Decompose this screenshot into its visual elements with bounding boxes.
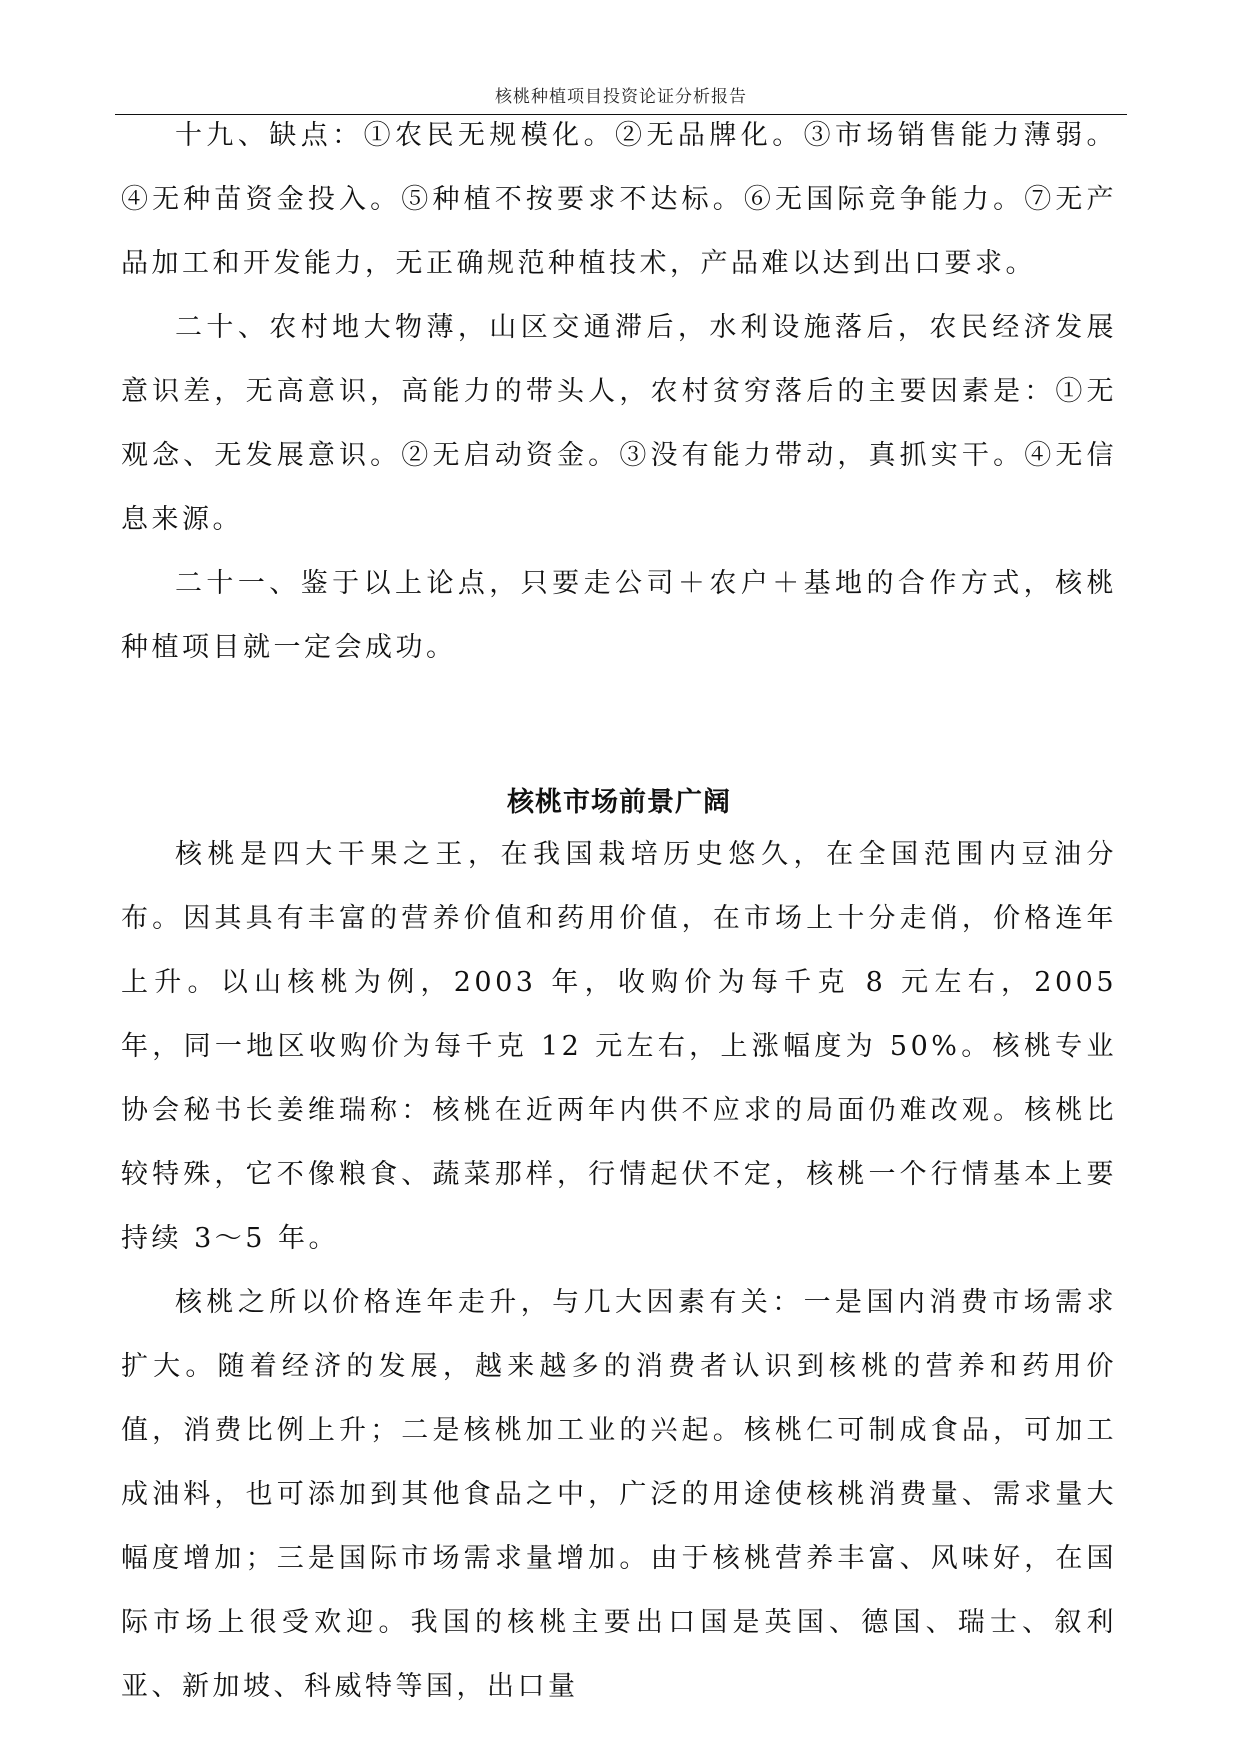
running-header: 核桃种植项目投资论证分析报告	[495, 87, 747, 107]
paragraph-price-factors: 核桃之所以价格连年走升，与几大因素有关：一是国内消费市场需求扩大。随着经济的发展，越来越多的消费者认识到核桃的营养和药用价值，消费比例上升；二是核桃加工业的兴起。核桃仁可制成食品，可加工成油料，也可添加到其他食品之中，广泛的用途使核桃消费量、需求量大幅度增加；三是国际市场需求量增加。由于核桃营养丰富、风味好，在国际市场上很受欢迎。我国的核桃主要出口国是英国、德国、瑞士、叙利亚、新加坡、科威特等国，出口量	[121, 1287, 1117, 1702]
paragraph-19-disadvantages: 十九、缺点：①农民无规模化。②无品牌化。③市场销售能力薄弱。④无种苗资金投入。⑤种植不按要求不达标。⑥无国际竞争能力。⑦无产品加工和开发能力，无正确规范种植技术，产品难以达到出口要求。	[121, 120, 1117, 279]
paragraph-21-conclusion: 二十一、鉴于以上论点，只要走公司＋农户＋基地的合作方式，核桃种植项目就一定会成功。	[121, 568, 1117, 663]
intro-text-block	[121, 104, 1117, 680]
section-text-block	[121, 823, 1117, 1719]
paragraph-20-rural-factors: 二十、农村地大物薄，山区交通滞后，水利设施落后，农民经济发展意识差，无高意识，高能力的带头人，农村贫穷落后的主要因素是：①无观念、无发展意识。②无启动资金。③没有能力带动，真抓实干。④无信息来源。	[121, 312, 1117, 535]
section-title: 核桃市场前景广阔	[507, 787, 731, 818]
paragraph-market-intro: 核桃是四大干果之王，在我国栽培历史悠久，在全国范围内豆油分布。因其具有丰富的营养价值和药用价值，在市场上十分走俏，价格连年上升。以山核桃为例，2003 年，收购价为每千克 8 元左右，2005 年，同一地区收购价为每千克 12 元左右，上涨幅度为 50%。核桃专业协会秘书长姜维瑞称：核桃在近两年内供不应求的局面仍难改观。核桃比较特殊，它不像粮食、蔬菜那样，行情起伏不定，核桃一个行情基本上要持续 3～5 年。	[121, 839, 1117, 1254]
